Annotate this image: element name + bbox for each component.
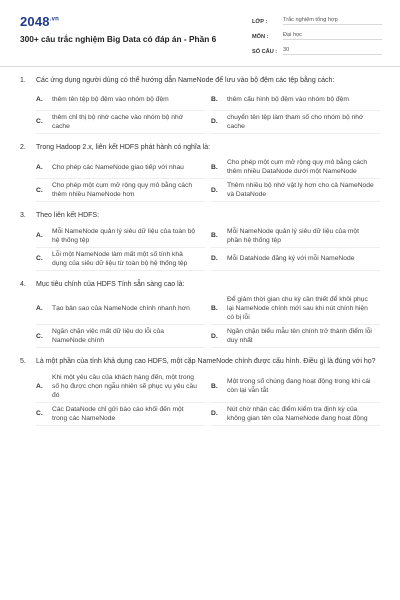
option-letter: B.: [211, 305, 218, 312]
option-text: Mỗi NameNode quản lý siêu dữ liệu của một phần hệ thống tệp: [227, 227, 359, 244]
answer-option[interactable]: [36, 225, 205, 248]
answer-option[interactable]: [36, 325, 205, 348]
option-letter: A.: [36, 382, 43, 390]
answer-option[interactable]: [36, 156, 205, 179]
option-text: Mỗi NameNode quản lý siêu dữ liệu của toàn bộ hệ thống tệp: [52, 227, 196, 244]
option-letter: D.: [211, 410, 218, 417]
answer-option[interactable]: [36, 293, 205, 325]
answer-option[interactable]: [211, 111, 380, 134]
answer-option[interactable]: [36, 403, 205, 426]
option-text: Một trong số chúng đang hoạt động trong khi cái còn lại vẫn tắt: [227, 378, 371, 394]
option-letter: C.: [36, 255, 43, 262]
option-letter: A.: [36, 163, 43, 171]
site-logo[interactable]: $2048^{.vn}$: [20, 14, 60, 29]
option-grid: [20, 90, 380, 134]
option-letter: B.: [211, 163, 218, 171]
question-stem: [20, 143, 380, 153]
option-letter: D.: [211, 332, 218, 340]
meta-question-count: SỐ CÂU : 30: [252, 42, 382, 55]
option-letter: B.: [211, 382, 218, 390]
option-grid: [20, 156, 380, 202]
option-grid: [20, 371, 380, 426]
option-text: chuyển tên tệp làm tham số cho nhóm bộ nhớ cache: [227, 113, 364, 130]
option-text: Khi một yêu cầu của khách hàng đến, một trong số họ được chọn ngẫu nhiên sẽ phục vụ yêu cầu đó: [52, 373, 197, 399]
option-text: Để giảm thời gian chu kỳ cần thiết để khôi phục lại NameNode chính mới sau khi nút chính hiện có bị lỗi: [227, 296, 368, 321]
question-number: 4.: [20, 280, 26, 288]
question-stem: [20, 357, 380, 367]
answer-option[interactable]: [211, 179, 380, 202]
option-text: Cho phép một cụm mở rộng quy mô bằng cách thêm nhiều DataNode dưới một NameNode: [227, 159, 368, 175]
option-letter: D.: [211, 255, 218, 262]
option-text: Lỗi một NameNode làm mất một số tính khả dụng của siêu dữ liệu từ toàn bộ hệ thống tệp: [52, 250, 188, 267]
question-list: [0, 76, 400, 435]
option-letter: C.: [36, 332, 43, 340]
question-4: [0, 280, 400, 349]
option-letter: A.: [36, 96, 43, 103]
option-text: Các DataNode chỉ gửi báo cáo khối đến một trong các NameNode: [52, 405, 184, 422]
option-letter: D.: [211, 118, 218, 125]
answer-option[interactable]: [36, 111, 205, 134]
option-text: Tạo bản sao của NameNode chính nhanh hơn: [52, 305, 190, 312]
answer-option[interactable]: [36, 371, 205, 403]
question-stem: [20, 280, 380, 290]
answer-option[interactable]: [211, 293, 380, 325]
question-text: Theo liên kết HDFS:: [36, 212, 100, 219]
answer-option[interactable]: [211, 403, 380, 426]
question-number: 3.: [20, 212, 26, 219]
option-text: Cho phép một cụm mở rộng quy mô bằng cách thêm nhiều NameNode hơn: [52, 182, 193, 198]
meta-class: LỚP : Trắc nghiệm tổng hợp: [252, 12, 382, 25]
option-letter: A.: [36, 305, 43, 312]
option-text: Cho phép các NameNode giao tiếp với nhau: [52, 163, 184, 171]
answer-option[interactable]: [211, 325, 380, 348]
option-letter: A.: [36, 232, 43, 239]
answer-option[interactable]: [211, 371, 380, 403]
question-2: [0, 143, 400, 203]
answer-option[interactable]: [211, 248, 380, 271]
question-text: Là một phần của tính khả dụng cao HDFS, một cặp NameNode chính được cấu hình. Điều gì là đúng với họ?: [36, 358, 376, 365]
question-number: 5.: [20, 358, 26, 365]
document-meta: [252, 12, 382, 57]
option-text: Thêm nhiều bộ nhớ vật lý hơn cho cả NameNode và DataNode: [227, 182, 374, 198]
option-text: Nút chờ nhận các điểm kiểm tra định kỳ của không gian tên của NameNode đang hoạt động: [227, 405, 368, 422]
answer-option[interactable]: [211, 90, 380, 111]
question-text: Các ứng dụng người dùng có thể hướng dẫn NameNode để lưu vào bộ đệm các tệp bằng cách:: [36, 77, 335, 84]
question-number: 2.: [20, 143, 26, 151]
option-text: thêm tên tệp bộ đệm vào nhóm bộ đệm: [52, 96, 169, 103]
option-letter: C.: [36, 410, 43, 417]
question-text: Mục tiêu chính của HDFS Tính sẵn sàng cao là:: [36, 280, 185, 288]
option-text: thêm chỉ thị bộ nhớ cache vào nhóm bộ nhớ cache: [52, 113, 184, 130]
option-letter: B.: [211, 232, 218, 239]
meta-subject: MÔN : Đại học: [252, 27, 382, 40]
option-text: thêm cấu hình bộ đệm vào nhóm bộ đệm: [227, 96, 349, 103]
option-text: Ngăn chặn biểu mẫu tên chính trở thành điểm lỗi duy nhất: [227, 328, 372, 344]
answer-option[interactable]: [36, 248, 205, 271]
answer-option[interactable]: [36, 179, 205, 202]
answer-option[interactable]: [36, 90, 205, 111]
question-stem: [20, 211, 380, 221]
option-grid: [20, 293, 380, 348]
answer-option[interactable]: [211, 156, 380, 179]
option-letter: C.: [36, 186, 43, 194]
question-stem: [20, 76, 380, 86]
document-header: [0, 0, 400, 58]
option-letter: B.: [211, 96, 218, 103]
option-letter: D.: [211, 186, 218, 194]
question-5: [0, 357, 400, 426]
option-text: Mỗi DataNode đăng ký với mỗi NameNode: [227, 255, 355, 262]
option-letter: C.: [36, 118, 43, 125]
option-grid: [20, 225, 380, 271]
question-1: [0, 76, 400, 134]
question-number: 1.: [20, 77, 26, 84]
answer-option[interactable]: [211, 225, 380, 248]
header-divider: [0, 66, 400, 67]
option-text: Ngăn chặn việc mất dữ liệu do lỗi của NameNode chính: [52, 328, 164, 344]
document-title: 300+ câu trắc nghiệm Big Data có đáp án - Phần 6: [20, 34, 217, 44]
question-text: Trong Hadoop 2.x, liên kết HDFS phát hành có nghĩa là:: [36, 143, 211, 151]
question-3: [0, 211, 400, 271]
